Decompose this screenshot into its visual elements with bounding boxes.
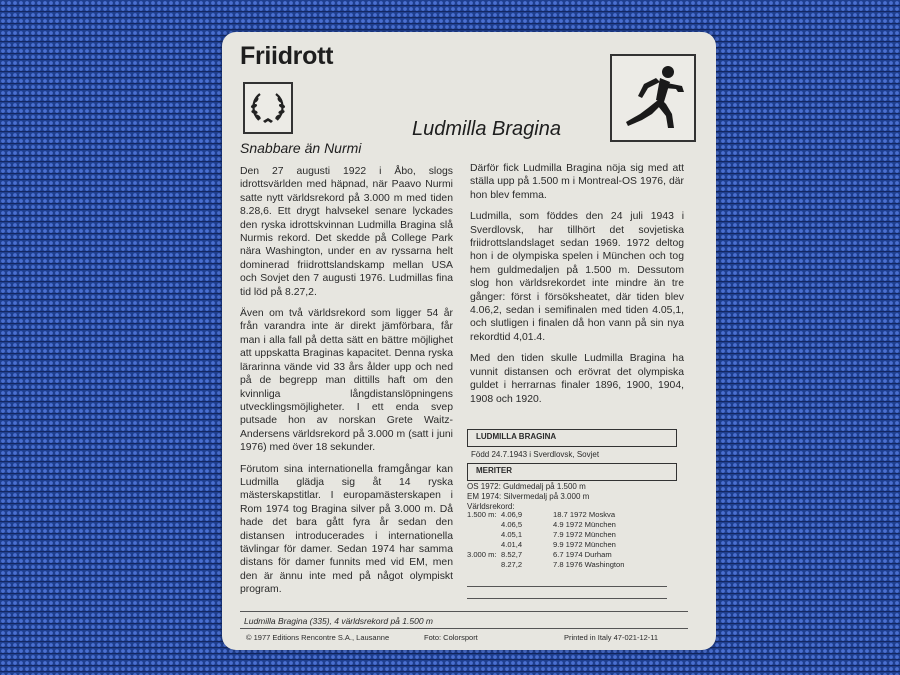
merit-line: OS 1972: Guldmedalj på 1.500 m xyxy=(467,482,586,491)
paragraph: Med den tiden skulle Ludmilla Bragina ha vunnit distansen och erövrat det olympiska guldet i herrarnas finaler 1896, 1900, 1904, 1908 och 1920. xyxy=(470,353,684,405)
record-distance: 1.500 m: xyxy=(467,510,497,519)
record-distance xyxy=(467,520,501,530)
merits-label-box: MERITER xyxy=(467,463,677,481)
record-time: 8.52,7 xyxy=(501,550,523,559)
sport-card xyxy=(222,32,716,650)
records-table xyxy=(467,510,625,570)
divider xyxy=(467,598,667,599)
paragraph: Den 27 augusti 1922 i Åbo, slogs idrottsvärlden med häpnad, när Paavo Nurmi satte nytt världsrekord på 3.000 m med tiden 8.28,6. Ett drygt halvsekel senare lyckades den ryska idrottskvinnan Ludmilla Bragina slå Nurmis rekord. Det skedde på College Park nära Washington, under en av ryssarna helt dominerad friidrottslandskamp mellan USA och Sovjet den 7 augusti 1976. Ludmillas fina tid löd på 8.27,2. xyxy=(240,166,453,298)
record-distance xyxy=(467,530,501,540)
table-row xyxy=(467,510,625,520)
merit-line: EM 1974: Silvermedalj på 3.000 m xyxy=(467,492,590,501)
record-time: 8.27,2 xyxy=(501,560,523,569)
merit-line: Världsrekord: xyxy=(467,502,515,511)
paragraph: Förutom sina internationella framgångar kan Ludmilla glädja sig åt 14 ryska mästerskapstitlar. I europamästerskapen i Rom 1974 tog Bragina silver på 3.000 m. Då hade det bara gått fyra år sedan den distansen introducerades i internationella tävlingar för damer. Sedan 1974 har samma distans för damer funnits med vid EM, men den är ännu inte med på något olympiskt program. xyxy=(240,463,453,596)
left-column xyxy=(240,165,453,605)
print-info: Printed in Italy 47-021-12-11 xyxy=(564,633,659,642)
photo-caption: Ludmilla Bragina (335), 4 världsrekord på 1.500 m xyxy=(244,616,433,626)
table-row xyxy=(467,550,625,560)
record-time: 4.01,4 xyxy=(501,540,523,549)
record-time: 4.06,5 xyxy=(501,520,523,529)
table-row xyxy=(467,530,625,540)
table-row xyxy=(467,560,625,570)
record-distance xyxy=(467,540,501,550)
article-subtitle: Snabbare än Nurmi xyxy=(240,140,362,156)
record-date: 4.9 1972 München xyxy=(553,520,616,529)
record-distance: 3.000 m: xyxy=(467,550,497,559)
photo-credit: Foto: Colorsport xyxy=(424,633,478,642)
record-date: 7.8 1976 Washington xyxy=(553,560,625,569)
athlete-label-box: LUDMILLA BRAGINA xyxy=(467,429,677,447)
paragraph: Även om två världsrekord som ligger 54 år från varandra inte är direkt jämförbara, får man i alla fall på detta sätt en bättre möjlighet att uppskatta Braginas kapacitet. Denna ryska lärarinna vände vid 33 års ålder upp och ned på de begrepp man dittills haft om den kvinnliga långdistanslöpningens utvecklingsmöjligheter. I ett enda svep putsade hon av norskan Grete Waitz-Andersens världsrekord på 3.000 m (satt i juni 1976) med över 18 sekunder. xyxy=(240,308,453,454)
record-date: 7.9 1972 München xyxy=(553,530,616,539)
divider xyxy=(240,611,688,612)
record-time: 4.06,9 xyxy=(501,510,523,519)
runner-pictogram-icon xyxy=(610,54,696,142)
copyright: © 1977 Editions Rencontre S.A., Lausanne xyxy=(246,633,390,642)
record-date: 9.9 1972 München xyxy=(553,540,616,549)
birth-info: Född 24.7.1943 i Sverdlovsk, Sovjet xyxy=(471,450,600,459)
laurel-wreath-icon xyxy=(243,82,293,134)
divider xyxy=(240,628,688,629)
table-row xyxy=(467,540,625,550)
divider xyxy=(467,586,667,587)
record-date: 18.7 1972 Moskva xyxy=(553,510,616,519)
table-row xyxy=(467,520,625,530)
sport-title: Friidrott xyxy=(240,42,334,70)
athlete-name: Ludmilla Bragina xyxy=(412,118,561,140)
paragraph: Därför fick Ludmilla Bragina nöja sig med att ställa upp på 1.500 m i Montreal-OS 1976, där hon blev femma. xyxy=(470,163,684,201)
right-column xyxy=(470,162,684,414)
record-time: 4.05,1 xyxy=(501,530,523,539)
record-date: 6.7 1974 Durham xyxy=(553,550,612,559)
paragraph: Ludmilla, som föddes den 24 juli 1943 i Sverdlovsk, har tillhört det sovjetiska friidrottslandslaget sedan 1969. 1972 deltog hon i de olympiska spelen i München och tog hem guldmedaljen på 1.500 m. Dessutom slog hon världsrekordet inte mindre än tre gånger: först i försöksheatet, där tiden blev 4.06,2, sedan i semifinalen med tiden 4.05,1, och slutligen i finalen då hon vann på sin nya rekordtid 4,01.4. xyxy=(470,211,684,343)
record-distance xyxy=(467,560,501,570)
